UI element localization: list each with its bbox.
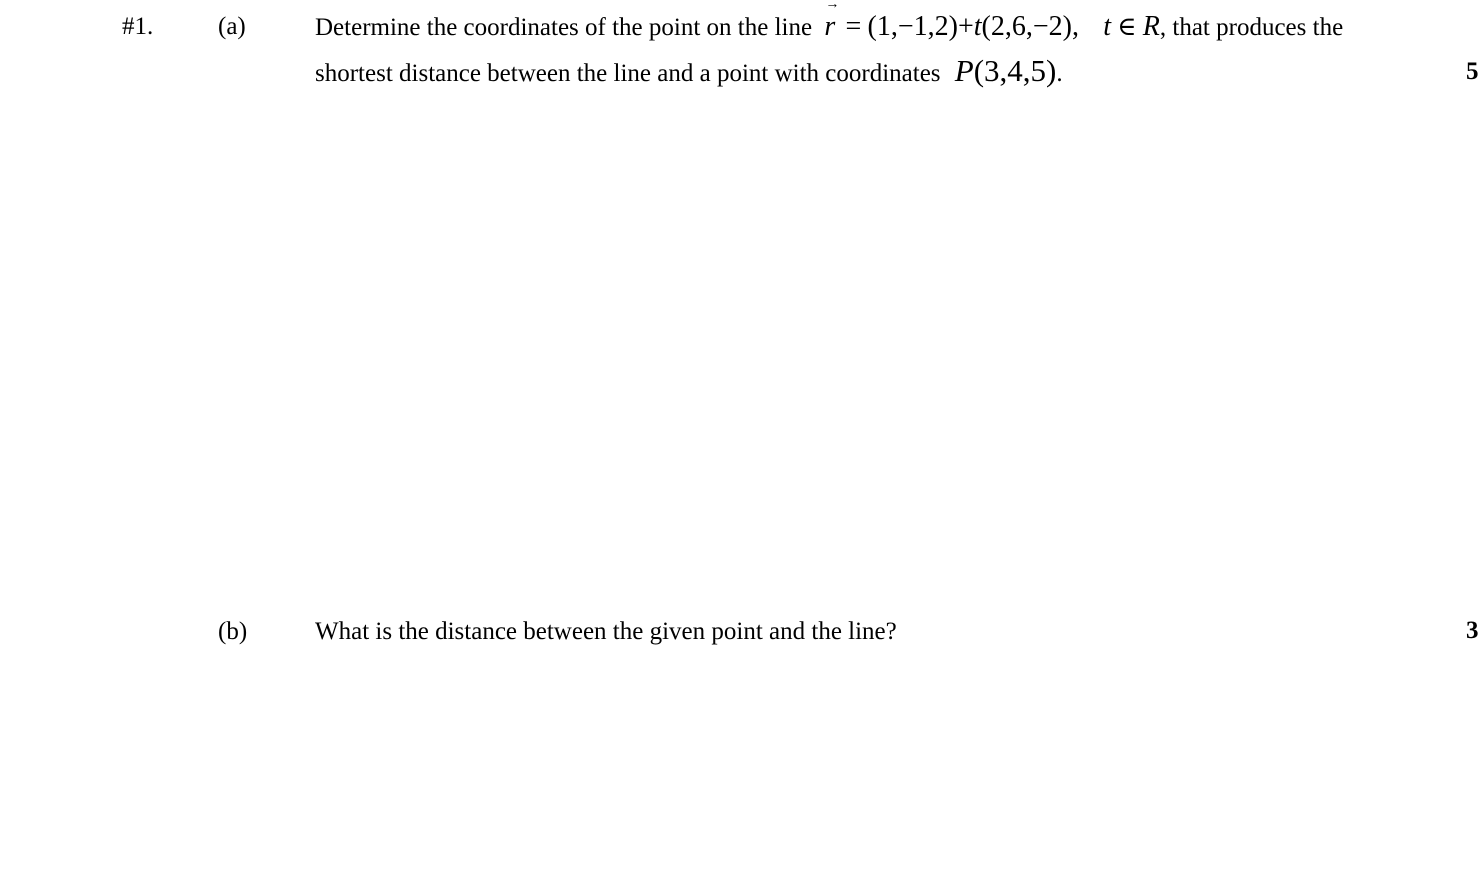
part-b-marks: 3 [1466, 617, 1478, 644]
vector-r [824, 0, 840, 42]
part-a-line-1 [315, 0, 1344, 43]
element-of-symbol: ∈ [1117, 12, 1137, 41]
part-a-marks: 5 [1466, 58, 1478, 85]
point-name: P [954, 53, 974, 88]
part-a-line-1-tail: , that produces the [1159, 14, 1344, 41]
part-b-text: What is the distance between the given point and the line? [315, 618, 897, 645]
parameter-t: t [973, 11, 982, 42]
domain-set: R [1142, 11, 1160, 42]
equals-sign: = [845, 11, 862, 42]
part-a-line-2-text: shortest distance between the line and a point with coordinates [315, 60, 941, 87]
vector-arrow-icon: → [825, 0, 840, 12]
point-period: . [1056, 60, 1063, 87]
part-a-label: (a) [218, 13, 246, 40]
question-number: #1. [122, 13, 154, 40]
line-point-equation: (1,−1,2)+ [867, 11, 974, 42]
point-coordinates: (3,4,5) [973, 53, 1057, 88]
vector-symbol: r [824, 11, 836, 42]
part-a-line-1-text: Determine the coordinates of the point on the line [315, 14, 813, 41]
part-a-line-2 [315, 53, 1063, 89]
domain-var: t [1103, 11, 1112, 42]
direction-vector: (2,6,−2), [981, 11, 1079, 42]
part-b-label: (b) [218, 618, 248, 645]
